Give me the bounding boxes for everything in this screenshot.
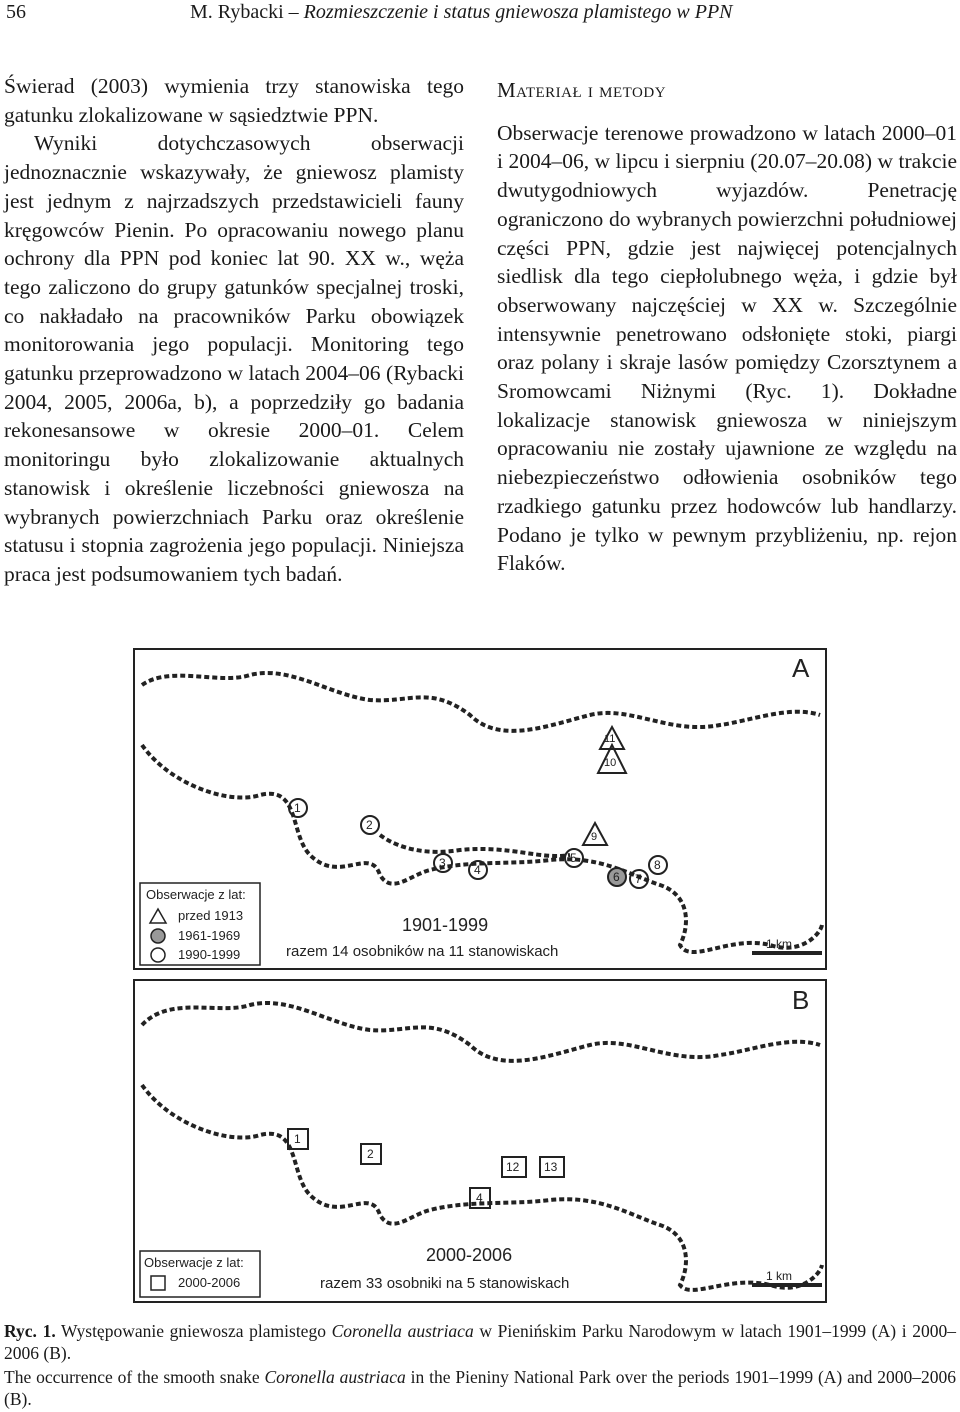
- header-title: Rozmieszczenie i status gniewosza plamistego w PPN: [303, 1, 733, 23]
- panel-a-letter: A: [792, 653, 810, 683]
- panel-b-period: 2000-2006: [426, 1245, 513, 1265]
- panel-b-summary: razem 33 osobniki na 5 stanowiskach: [320, 1275, 570, 1292]
- panel-a-period: 1901-1999: [402, 915, 489, 935]
- header-author: M. Rybacki –: [190, 1, 304, 23]
- caption-en-part1: The occurrence of the smooth snake: [4, 1367, 265, 1387]
- figure-caption: [4, 1320, 956, 1412]
- park-boundary-a-north: [142, 673, 820, 731]
- marker-b-13-label: 13: [544, 1160, 558, 1174]
- park-boundary-b-north: [142, 1003, 820, 1061]
- running-title: [190, 0, 733, 24]
- marker-a-3-label: 3: [439, 856, 446, 870]
- marker-a-4-label: 4: [474, 863, 481, 877]
- legend-a-item-1: przed 1913: [178, 908, 244, 923]
- caption-label: Ryc. 1.: [4, 1321, 56, 1341]
- scale-label-b: 1 km: [766, 1269, 793, 1283]
- legend-b-item-1: 2000-2006: [178, 1275, 241, 1290]
- panel-b-letter: B: [792, 985, 810, 1015]
- paragraph-methods: Obserwacje terenowe prowadzono w latach 2000–01 i 2004–06, w lipcu i sierpniu (20.07–20.08) w trakcie dwutygodniowych wyjazdów. Penetrację ograniczono do wybranych powierzchni południowej części PPN, gdzie jest najwięcej potencjalnych siedlisk dla tego ciepłolubnego węża, i gdzie był obserwowany najczęściej w XX w. Szczególnie intensywnie penetrowano odsłonięte stoki, piargi oraz polany i skraje lasów pomiędzy Czorsztynem a Sromowcami Niżnymi (Ryc. 1). Dokładne lokalizacje stanowisk gniewosza w niniejszym opracowaniu nie zostały ujawnione ze względu na niebezpieczeństwo odłowienia osobników tego rzadkiego gatunku przez hodowców lub handlarzy. Podano je tylko w pewnym przybliżeniu, np. rejon Flaków.: [497, 120, 957, 576]
- running-header: [0, 0, 960, 30]
- marker-b-1-label: 1: [294, 1132, 301, 1146]
- caption-en-species: Coronella austriaca: [264, 1367, 406, 1387]
- caption-polish: [4, 1320, 956, 1364]
- marker-a-2-label: 2: [366, 818, 373, 832]
- legend-filled-circle-icon: [151, 929, 165, 943]
- caption-pl-part1: Występowanie gniewosza plamistego: [55, 1321, 332, 1341]
- paragraph-swierad: Świerad (2003) wymienia trzy stanowiska tego gatunku zlokalizowane w sąsiedztwie PPN.: [4, 74, 464, 127]
- right-column: [497, 76, 957, 578]
- marker-a-5-label: 5: [570, 851, 577, 865]
- left-column: [4, 72, 464, 589]
- map-svg: [130, 645, 830, 1305]
- marker-a-9-label: 9: [591, 831, 598, 843]
- legend-a-item-2: 1961-1969: [178, 928, 241, 943]
- marker-a-8-label: 8: [654, 858, 661, 872]
- legend-b-title: Obserwacje z lat:: [144, 1255, 244, 1270]
- marker-a-1-label: 1: [294, 801, 301, 815]
- legend-a-title: Obserwacje z lat:: [146, 887, 246, 902]
- marker-b-4-label: 4: [476, 1191, 483, 1205]
- caption-en-part2: in the Pieniny National Park over the periods 1901–1999 (A) and 2000–2006 (B).: [4, 1367, 956, 1409]
- marker-a-10-label: 10: [604, 757, 617, 769]
- caption-english: [4, 1366, 956, 1410]
- caption-pl-species: Coronella austriaca: [331, 1321, 474, 1341]
- scale-label-a: 1 km: [766, 937, 793, 951]
- marker-b-12-label: 12: [506, 1160, 520, 1174]
- caption-pl-part2: w Pienińskim Parku Narodowym w latach 1901–1999 (A) i 2000–2006 (B).: [4, 1321, 957, 1363]
- marker-a-6-label: 6: [613, 870, 620, 884]
- marker-b-2-label: 2: [367, 1147, 374, 1161]
- legend-a-item-3: 1990-1999: [178, 947, 241, 962]
- river-a: [380, 835, 570, 856]
- marker-a-11-label: 11: [604, 733, 616, 745]
- panel-a-summary: razem 14 osobników na 11 stanowiskach: [286, 943, 559, 960]
- page-number: 56: [6, 1, 26, 23]
- paragraph-results: Wyniki dotychczasowych obserwacji jednoznacznie wskazywały, że gniewosz plamisty jest jednym z najrzadszych przedstawicieli fauny kręgowców Pienin. Po opracowaniu nowego planu ochrony dla PPN pod koniec lat 90. XX w., węża tego zaliczono do grupy gatunków specjalnej troski, co nakładało na pracowników Parku obowiązek monitorowania jego populacji. Monitoring tego gatunku przeprowadzono w latach 2004–06 (Rybacki 2004, 2005, 2006a, b), a poprzedziły go badania rekonesansowe w okresie 2000–01. Celem monitoringu było zlokalizowanie aktualnych stanowisk i określenie liczebności gniewosza na wybranych powierzchniach Parku oraz określenie statusu i stopnia zagrożenia jego populacji. Niniejsza praca jest podsumowaniem tych badań.: [4, 131, 464, 586]
- figure-map: [130, 645, 830, 1305]
- section-title: Materiał i metody: [497, 78, 667, 102]
- marker-a-7-label: 7: [635, 872, 642, 886]
